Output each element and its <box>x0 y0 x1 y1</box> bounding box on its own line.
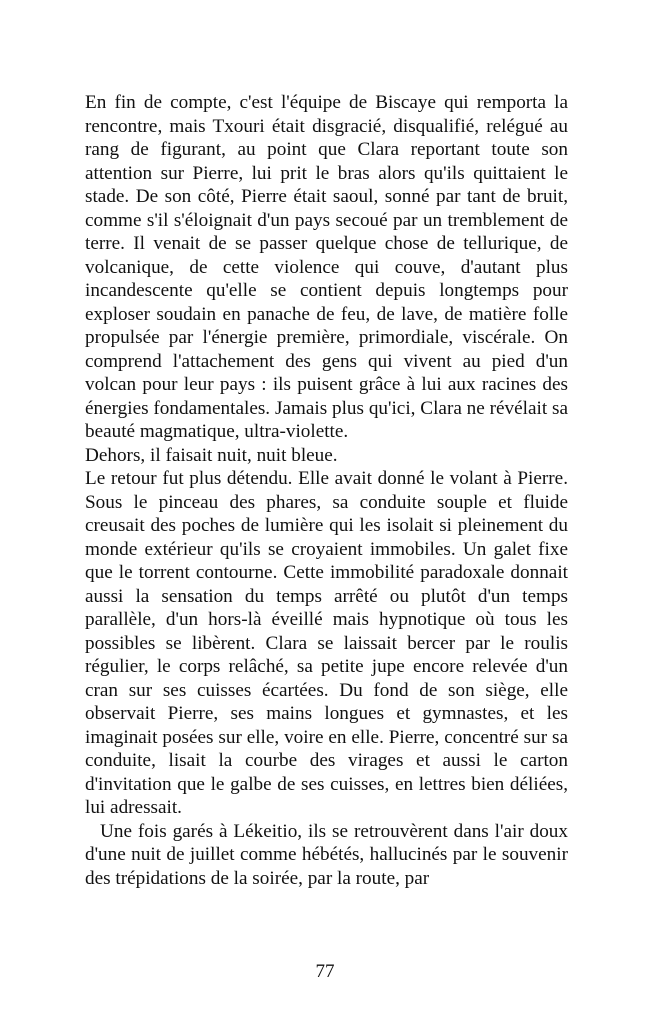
paragraph-match-result: En fin de compte, c'est l'équipe de Biscaye qui remporta la rencontre, mais Txouri était disgracié, disqualifié, relégué au rang de figurant, au point que Clara reportant toute son attention sur Pierre, lui prit le bras alors qu'ils quittaient le stade. De son côté, Pierre était saoul, sonné par tant de bruit, comme s'il s'éloignait d'un pays secoué par un tremblement de terre. Il venait de se passer quelque chose de tellurique, de volcanique, de cette violence qui couve, d'autant plus incandescente qu'elle se contient depuis longtemps pour exploser soudain en panache de feu, de lave, de matière folle propulsée par l'énergie première, primordiale, viscérale. On comprend l'attachement des gens qui vivent au pied d'un volcan pour leur pays : ils puisent grâce à lui aux racines des énergies fondamentales. Jamais plus qu'ici, Clara ne révélait sa beauté magmatique, ultra-violette. <box>85 92 568 442</box>
paragraph-lekeitio-arrival: Une fois garés à Lékeitio, ils se retrouvèrent dans l'air doux d'une nuit de juillet comme hébétés, hallucinés par le souvenir des trépidations de la soirée, par la route, par <box>85 820 568 889</box>
page-number: 77 <box>315 961 335 982</box>
paragraph-drive-back: Le retour fut plus détendu. Elle avait donné le volant à Pierre. Sous le pinceau des phares, sa conduite souple et fluide creusait des poches de lumière qui les isolait si pleinement du monde extérieur qu'ils se croyaient immobiles. Un galet fixe que le torrent contourne. Cette immobilité paradoxale donnait aussi la sensation du temps arrêté ou plutôt d'un temps parallèle, d'un hors-là éveillé mais hypnotique où tous les possibles se libèrent. Clara se laissait bercer par le roulis régulier, le corps relâché, sa petite jupe encore relevée d'un cran sur ses cuisses écartées. Du fond de son siège, elle observait Pierre, ses mains longues et gymnastes, et les imaginait posées sur elle, voire en elle. Pierre, concentré sur sa conduite, lisait la courbe des virages et aussi le carton d'invitation que le galbe de ses cuisses, en lettres bien déliées, lui adressait. <box>85 468 568 818</box>
body-text <box>85 91 568 890</box>
paragraph-night-outside: Dehors, il faisait nuit, nuit bleue. <box>85 444 338 466</box>
